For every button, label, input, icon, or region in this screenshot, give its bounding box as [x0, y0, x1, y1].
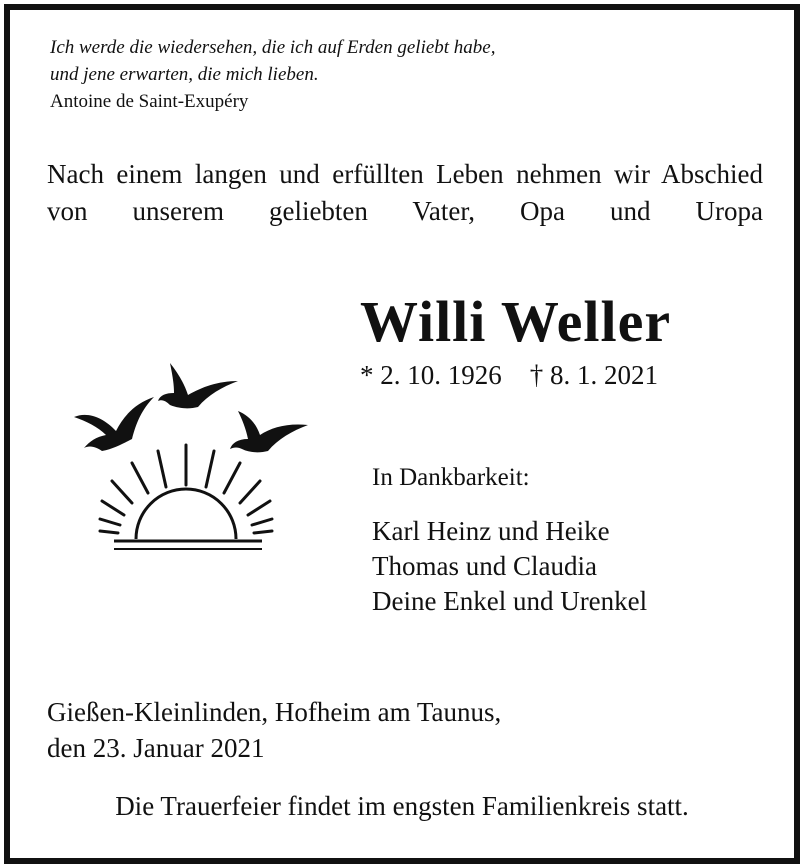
- mourner-name: Thomas und Claudia: [372, 551, 597, 581]
- sun-ray: [248, 501, 270, 515]
- sun-ray: [100, 519, 120, 525]
- funeral-note: Die Trauerfeier findet im engsten Familienkreis statt.: [115, 791, 689, 821]
- quote-block: [50, 34, 496, 115]
- bird-icon: [74, 397, 154, 451]
- sun-ray: [252, 519, 272, 525]
- sun-ray: [206, 451, 214, 487]
- sun-half-disc: [136, 489, 236, 539]
- date-line: den 23. Januar 2021: [47, 733, 265, 763]
- quote-line-1: Ich werde die wiedersehen, die ich auf Erden geliebt habe,: [50, 37, 496, 58]
- life-dates: [360, 358, 658, 392]
- bird-icon: [230, 411, 308, 452]
- sunset-with-birds-icon: [66, 355, 316, 555]
- intro-text: Nach einem langen und erfüllten Leben nehmen wir Abschied von unserem geliebten Vater, Opa und Uropa: [47, 159, 763, 226]
- mourner-name: Deine Enkel und Urenkel: [372, 586, 648, 616]
- sun-ray: [240, 481, 260, 503]
- death-date: † 8. 1. 2021: [529, 360, 658, 390]
- sun-ray: [224, 463, 240, 493]
- mourners-list: [372, 514, 647, 619]
- sun-ray: [158, 451, 166, 487]
- thanks-heading: In Dankbarkeit:: [372, 464, 530, 491]
- sun-ray: [254, 531, 272, 533]
- mourner-name: Karl Heinz und Heike: [372, 516, 610, 546]
- obituary-notice: [4, 4, 800, 864]
- sun-ray: [100, 531, 118, 533]
- place-line: Gießen-Kleinlinden, Hofheim am Taunus,: [47, 697, 502, 727]
- deceased-name: Willi Weller: [360, 289, 672, 354]
- birth-date: * 2. 10. 1926: [360, 360, 502, 390]
- quote-line-2: und jene erwarten, die mich lieben.: [50, 64, 319, 85]
- sun-ray: [132, 463, 148, 493]
- quote-author: Antoine de Saint-Exupéry: [50, 91, 249, 112]
- bird-icon: [158, 363, 238, 408]
- place-and-date: [47, 694, 501, 766]
- sun-ray: [102, 501, 124, 515]
- sun-ray: [112, 481, 132, 503]
